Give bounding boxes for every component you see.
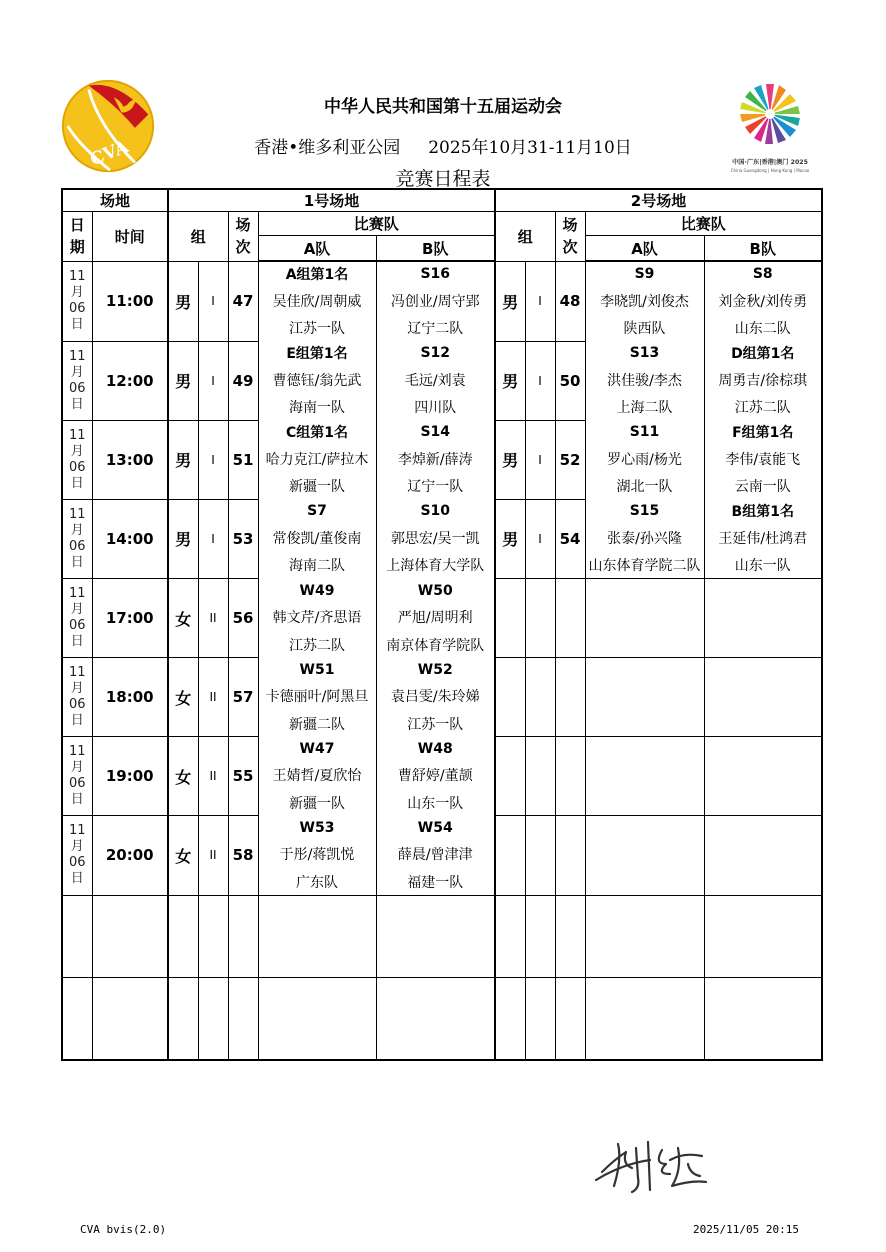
team-a-players-1: 常俊凯/董俊南 [258,523,376,552]
venue-dates [0,133,886,158]
team-a-club-1: 江苏二队 [258,632,376,658]
team-b-seed-1: W48 [376,737,495,761]
match-number-1: 58 [228,816,258,896]
team-b-empty-2 [704,816,822,896]
match-number-1: 56 [228,579,258,658]
match-number-2: 52 [555,420,585,499]
time-cell: 19:00 [92,737,168,816]
team-b-players-1: 袁吕雯/朱玲娣 [376,682,495,711]
team-a-players-1: 于彤/蒋凯悦 [258,840,376,869]
team-b-players-2: 刘金秋/刘传勇 [704,286,822,315]
time-cell: 11:00 [92,261,168,341]
empty-cell-level2 [525,895,555,977]
team-b-players-2: 王延伟/杜鸿君 [704,523,822,552]
team-a-seed-2: S11 [585,420,704,444]
team-a-players-2: 李晓凯/刘俊杰 [585,286,704,315]
date-cell: 11 月 06 日 [62,579,92,658]
match-number-2: 48 [555,261,585,341]
team-a-seed-2: S13 [585,341,704,365]
team-a-club-1: 海南一队 [258,394,376,420]
team-a-seed-1: W51 [258,658,376,682]
group-gender-1: 女 [168,816,198,896]
group-gender-2 [495,816,525,896]
team-b-seed-1: S16 [376,261,495,286]
group-level-2: I [525,499,555,579]
match-number-1: 53 [228,499,258,579]
empty-cell-date [62,977,92,1060]
court2-header: 2号场地 [495,189,822,212]
team-b-empty-2 [704,658,822,737]
court1-header: 1号场地 [168,189,495,212]
time-cell: 13:00 [92,420,168,499]
match-row [62,341,822,365]
match-number-1: 47 [228,261,258,341]
team-a-club-1: 江苏一队 [258,315,376,341]
empty-cell-match1 [228,895,258,977]
match-row [62,420,822,444]
match-number-1: 57 [228,658,258,737]
team-a-players-1: 吴佳欣/周朝威 [258,286,376,315]
empty-cell-group1 [168,895,198,977]
team-b-seed-2: S8 [704,261,822,286]
group-gender-2 [495,737,525,816]
group-gender-1: 男 [168,261,198,341]
team-b-club-2: 山东一队 [704,552,822,579]
team-a-club-1: 海南二队 [258,552,376,579]
empty-cell-time [92,895,168,977]
empty-cell-match2 [555,977,585,1060]
team-a-seed-2: S9 [585,261,704,286]
team-a-header-2: A队 [585,236,704,262]
group-level-1: II [198,737,228,816]
teams-header-2: 比赛队 [585,212,822,236]
team-b-header-2: B队 [704,236,822,262]
team-b-club-1: 山东一队 [376,790,495,816]
svg-text:CVA: CVA [87,137,132,171]
team-a-players-2: 罗心雨/杨光 [585,444,704,473]
signature [592,1130,710,1200]
court-column-header: 场地 [62,189,168,212]
time-cell: 17:00 [92,579,168,658]
team-a-empty-2 [585,579,704,658]
team-b-players-1: 冯创业/周守郢 [376,286,495,315]
group-header-1: 组 [168,212,228,262]
group-level-1: II [198,579,228,658]
schedule-subtitle: 竞赛日程表 [395,168,491,190]
team-a-seed-1: W47 [258,737,376,761]
team-b-players-1: 薛晨/曾津津 [376,840,495,869]
event-title: 中华人民共和国第十五届运动会 [324,97,562,117]
team-b-club-1: 南京体育学院队 [376,632,495,658]
group-gender-1: 男 [168,499,198,579]
team-b-seed-1: S10 [376,499,495,523]
team-a-players-2: 张泰/孙兴隆 [585,523,704,552]
empty-cell-date [62,895,92,977]
time-cell: 12:00 [92,341,168,420]
empty-cell-level1 [198,977,228,1060]
team-b-empty-2 [704,579,822,658]
footer-version: CVA bvis(2.0) [80,1223,167,1236]
team-b-seed-1: W54 [376,816,495,840]
team-a-club-1: 新疆一队 [258,790,376,816]
event-dates: 2025年10月31-11月10日 [428,138,632,158]
footer-timestamp: 2025/11/05 20:15 [693,1223,799,1236]
team-a-players-1: 曹德钰/翁先武 [258,365,376,394]
header-row-2 [62,212,822,236]
team-b-players-1: 毛远/刘袁 [376,365,495,394]
team-b-players-2: 周勇吉/徐棕琪 [704,365,822,394]
match-row [62,261,822,286]
empty-cell-group2 [495,895,525,977]
team-a-empty-2 [585,737,704,816]
empty-cell-team2b [704,977,822,1060]
match-header-1: 场 次 [228,212,258,262]
team-b-players-1: 曹舒婷/董颉 [376,761,495,790]
team-a-seed-1: C组第1名 [258,420,376,444]
date-cell: 11 月 06 日 [62,261,92,341]
schedule-table [61,188,823,1061]
team-b-seed-2: F组第1名 [704,420,822,444]
empty-row [62,977,822,1060]
date-cell: 11 月 06 日 [62,658,92,737]
team-a-club-2: 湖北一队 [585,473,704,499]
group-gender-1: 男 [168,341,198,420]
empty-cell-group1 [168,977,198,1060]
empty-cell-team1b [376,895,495,977]
match-number-1: 49 [228,341,258,420]
group-level-2 [525,816,555,896]
team-a-players-1: 韩文芹/齐思语 [258,603,376,632]
group-gender-1: 女 [168,579,198,658]
svg-text:China Guangdong | Hong Kong |: China Guangdong | Hong Kong | Macao [730,168,810,173]
match-row [62,499,822,523]
group-level-2 [525,658,555,737]
team-a-players-1: 哈力克江/萨拉木 [258,444,376,473]
team-b-seed-1: S12 [376,341,495,365]
team-b-players-1: 严旭/周明利 [376,603,495,632]
group-gender-2 [495,658,525,737]
time-cell: 20:00 [92,816,168,896]
group-gender-2: 男 [495,261,525,341]
empty-cell-team2a [585,977,704,1060]
group-gender-1: 男 [168,420,198,499]
team-b-seed-2: B组第1名 [704,499,822,523]
svg-text:中国·广东|香港|澳门 2025: 中国·广东|香港|澳门 2025 [732,159,808,166]
team-a-seed-1: E组第1名 [258,341,376,365]
group-level-1: I [198,341,228,420]
empty-cell-match1 [228,977,258,1060]
date-cell: 11 月 06 日 [62,420,92,499]
team-b-club-1: 福建一队 [376,869,495,896]
team-b-club-2: 江苏二队 [704,394,822,420]
group-gender-1: 女 [168,658,198,737]
team-b-empty-2 [704,737,822,816]
team-a-seed-1: W53 [258,816,376,840]
team-a-seed-2: S15 [585,499,704,523]
empty-cell-level2 [525,977,555,1060]
team-a-seed-1: S7 [258,499,376,523]
team-b-seed-1: W50 [376,579,495,603]
group-gender-1: 女 [168,737,198,816]
group-gender-2 [495,579,525,658]
group-gender-2: 男 [495,341,525,420]
team-a-seed-1: A组第1名 [258,261,376,286]
team-b-club-1: 江苏一队 [376,711,495,737]
match-row [62,737,822,761]
date-cell: 11 月 06 日 [62,499,92,579]
team-a-club-2: 陕西队 [585,315,704,341]
group-level-1: I [198,261,228,341]
empty-cell-team2b [704,895,822,977]
match-number-1: 55 [228,737,258,816]
team-a-empty-2 [585,816,704,896]
team-b-club-2: 云南一队 [704,473,822,499]
team-a-club-1: 新疆一队 [258,473,376,499]
team-b-players-1: 李焯新/薛涛 [376,444,495,473]
empty-cell-time [92,977,168,1060]
time-cell: 14:00 [92,499,168,579]
team-a-header-1: A队 [258,236,376,262]
group-level-1: II [198,658,228,737]
time-header: 时间 [92,212,168,262]
team-b-seed-1: S14 [376,420,495,444]
time-cell: 18:00 [92,658,168,737]
team-a-players-2: 洪佳骏/李杰 [585,365,704,394]
team-b-club-1: 四川队 [376,394,495,420]
group-level-1: I [198,420,228,499]
team-b-players-1: 郭思宏/吴一凯 [376,523,495,552]
match-header-2: 场 次 [555,212,585,262]
match-number-1: 51 [228,420,258,499]
empty-row [62,895,822,977]
empty-cell-team2a [585,895,704,977]
team-b-club-1: 上海体育大学队 [376,552,495,579]
team-a-club-1: 新疆二队 [258,711,376,737]
match-number-2 [555,737,585,816]
team-a-club-1: 广东队 [258,869,376,896]
date-cell: 11 月 06 日 [62,341,92,420]
venue: 香港•维多利亚公园 [254,138,401,158]
group-level-2: I [525,420,555,499]
team-b-seed-2: D组第1名 [704,341,822,365]
match-number-2 [555,579,585,658]
team-a-players-1: 王婧哲/夏欣怡 [258,761,376,790]
match-row [62,658,822,682]
header-row-courts [62,189,822,212]
team-a-club-2: 上海二队 [585,394,704,420]
group-gender-2: 男 [495,499,525,579]
team-b-players-2: 李伟/袁能飞 [704,444,822,473]
team-b-club-1: 辽宁一队 [376,473,495,499]
match-number-2: 54 [555,499,585,579]
empty-cell-level1 [198,895,228,977]
date-cell: 11 月 06 日 [62,816,92,896]
empty-cell-match2 [555,895,585,977]
team-b-header-1: B队 [376,236,495,262]
team-b-seed-1: W52 [376,658,495,682]
empty-cell-team1b [376,977,495,1060]
date-cell: 11 月 06 日 [62,737,92,816]
team-a-club-2: 山东体育学院二队 [585,552,704,579]
group-level-1: II [198,816,228,896]
team-a-empty-2 [585,658,704,737]
empty-cell-team1a [258,895,376,977]
team-b-club-2: 山东二队 [704,315,822,341]
match-number-2: 50 [555,341,585,420]
match-number-2 [555,658,585,737]
match-row [62,579,822,603]
group-header-2: 组 [495,212,555,262]
team-b-club-1: 辽宁二队 [376,315,495,341]
group-level-2 [525,579,555,658]
empty-cell-team1a [258,977,376,1060]
group-level-2: I [525,261,555,341]
match-row [62,816,822,840]
group-level-2 [525,737,555,816]
team-a-players-1: 卡德丽叶/阿黑旦 [258,682,376,711]
team-a-seed-1: W49 [258,579,376,603]
group-level-1: I [198,499,228,579]
empty-cell-group2 [495,977,525,1060]
group-level-2: I [525,341,555,420]
match-number-2 [555,816,585,896]
group-gender-2: 男 [495,420,525,499]
teams-header-1: 比赛队 [258,212,495,236]
date-header: 日 期 [62,212,92,262]
